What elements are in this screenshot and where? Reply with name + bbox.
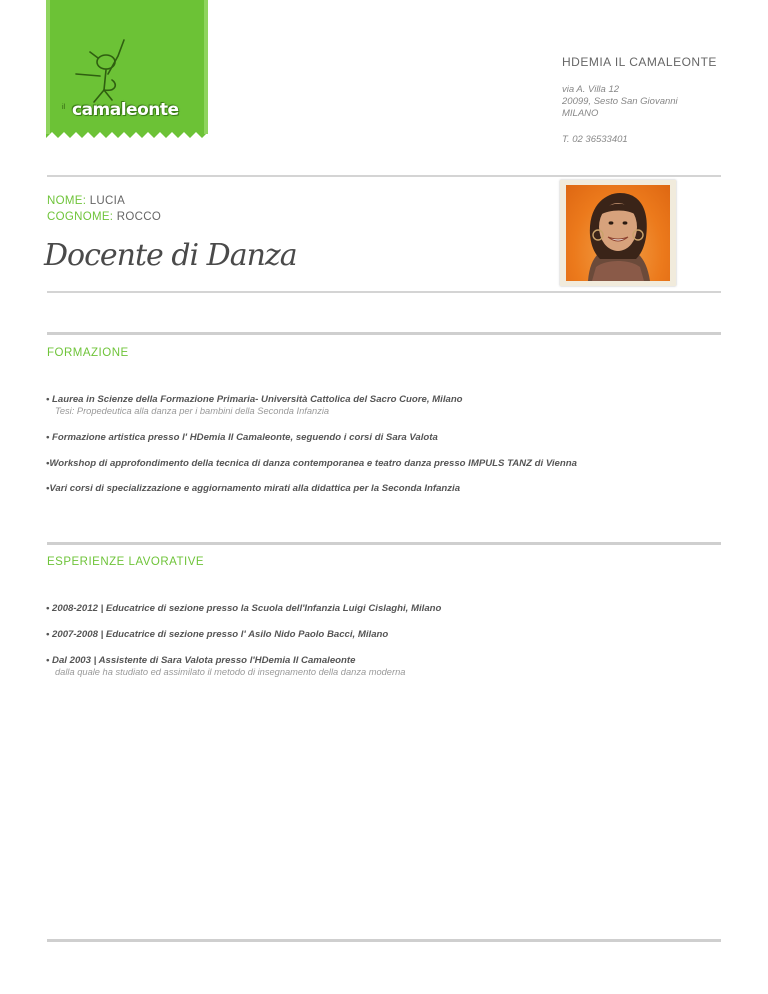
list-item: •Vari corsi di specializzazione e aggiornamento mirati alla didattica per la Seconda Infanzia: [46, 483, 461, 494]
role-title: Docente di Danza: [44, 238, 297, 273]
divider: [47, 291, 721, 293]
school-name: HDEMIA IL CAMALEONTE: [562, 55, 717, 69]
surname-label: COGNOME:: [47, 211, 114, 223]
logo-text: camaleonte: [72, 100, 179, 120]
name-label: NOME:: [47, 195, 87, 207]
phone-number: T. 02 36533401: [562, 134, 628, 145]
name-row: [47, 195, 125, 207]
list-item: • 2007-2008 | Educatrice di sezione presso l' Asilo Nido Paolo Bacci, Milano: [46, 629, 389, 640]
surname-row: [47, 211, 161, 223]
logo-prefix: il: [62, 104, 66, 111]
divider: [47, 175, 721, 177]
address-street: via A. Villa 12: [562, 84, 620, 95]
address-city: 20099, Sesto San Giovanni: [562, 96, 678, 107]
list-item-note: dalla quale ha studiato ed assimilato il metodo di insegnamento della danza moderna: [55, 667, 406, 677]
list-item: • 2008-2012 | Educatrice di sezione presso la Scuola dell'Infanzia Luigi Cislaghi, Milano: [46, 603, 442, 614]
divider: [47, 939, 721, 942]
section-title-formazione: FORMAZIONE: [47, 347, 129, 359]
list-item: • Laurea in Scienze della Formazione Primaria- Università Cattolica del Sacro Cuore, Milano: [46, 394, 463, 405]
photo-frame: [560, 180, 676, 286]
address-region: MILANO: [562, 108, 599, 119]
list-item: •Workshop di approfondimento della tecnica di danza contemporanea e teatro danza presso IMPULS TANZ di Vienna: [46, 458, 577, 469]
surname-value: ROCCO: [116, 211, 162, 223]
name-value: LUCIA: [89, 195, 126, 207]
list-item-note: Tesi: Propedeutica alla danza per i bambini della Seconda Infanzia: [55, 406, 330, 416]
divider: [47, 542, 721, 545]
list-item: • Dal 2003 | Assistente di Sara Valota presso l'HDemia Il Camaleonte: [46, 655, 356, 666]
list-item: • Formazione artistica presso l' HDemia Il Camaleonte, seguendo i corsi di Sara Valota: [46, 432, 438, 443]
divider: [47, 332, 721, 335]
portrait-photo: [566, 185, 670, 281]
section-title-esperienze: ESPERIENZE LAVORATIVE: [47, 556, 205, 568]
